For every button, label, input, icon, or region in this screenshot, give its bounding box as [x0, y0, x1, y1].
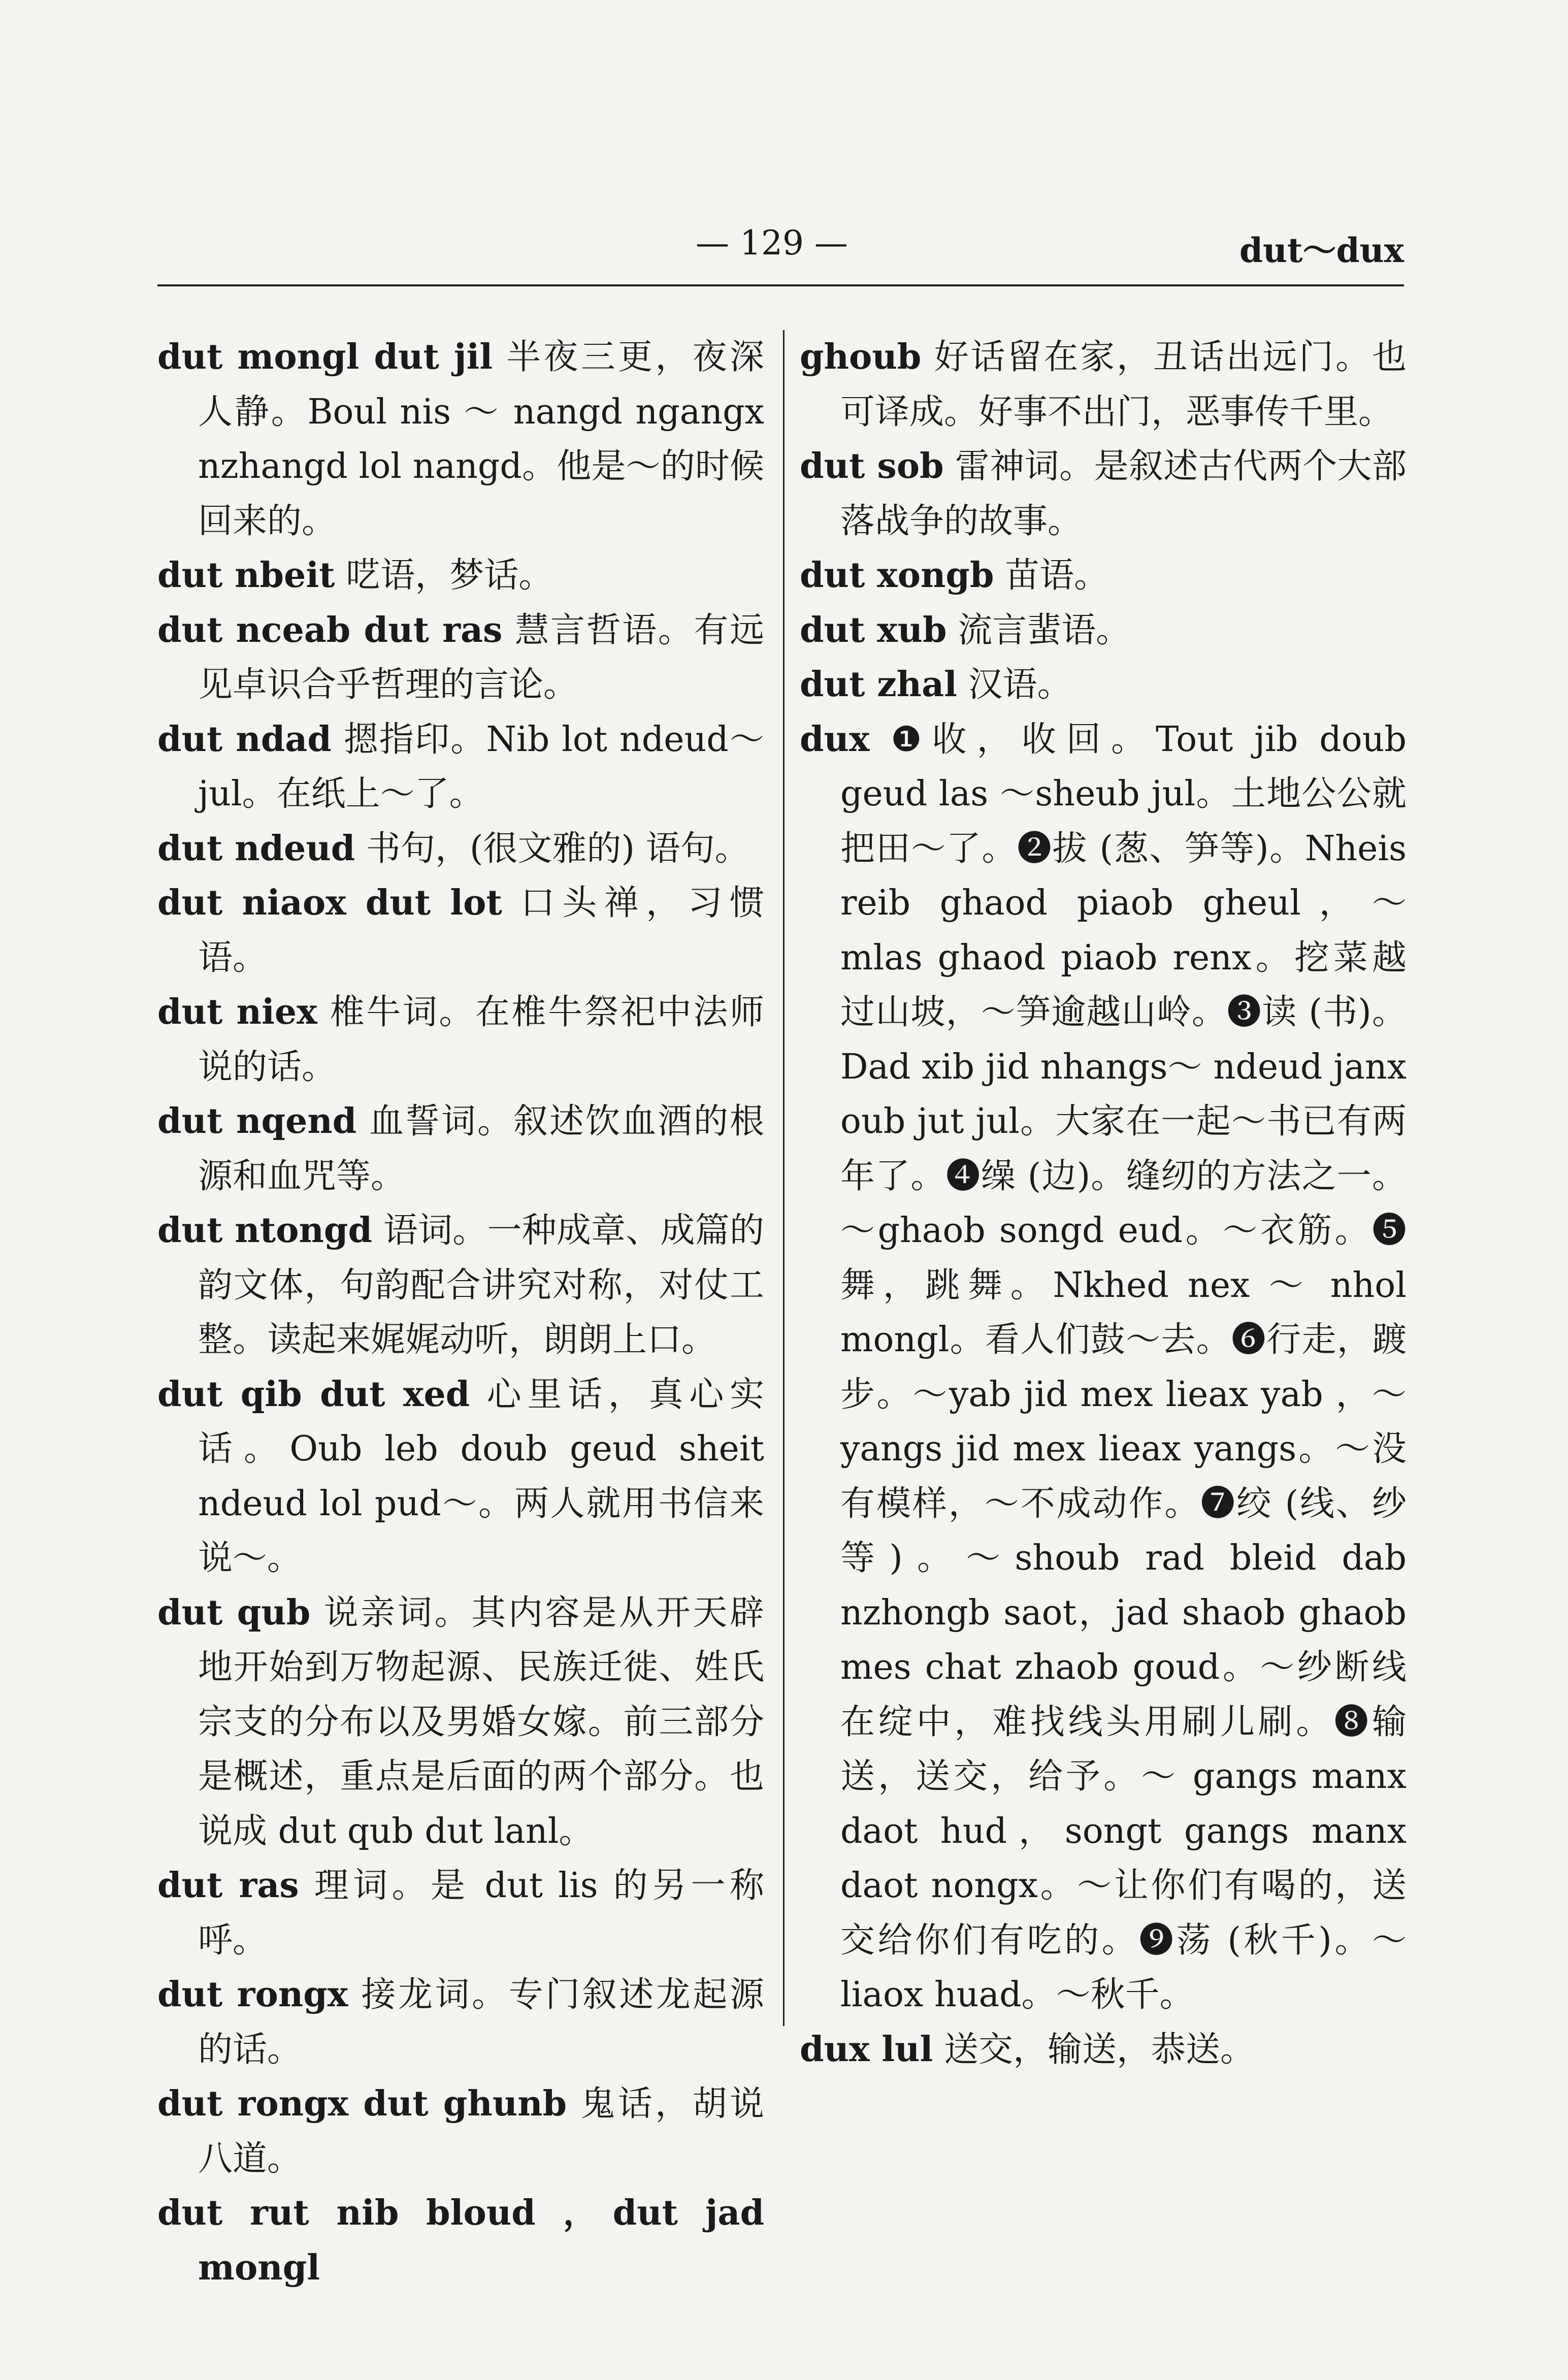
entry-definition: 鬼话，胡说八道。 [198, 2084, 764, 2179]
dictionary-entry [800, 548, 1407, 603]
entry-definition: 慧言哲语。有远见卓识合乎哲理的言论。 [198, 610, 764, 705]
entry-definition: 椎牛词。在椎牛祭祀中法师说的话。 [198, 992, 764, 1087]
dictionary-entry [157, 1367, 764, 1586]
entry-headword: dut xub [800, 609, 947, 650]
dictionary-entry [157, 985, 764, 1094]
entry-definition: 说亲词。其内容是从开天辟地开始到万物起源、民族迁徙、姓氏宗支的分布以及男婚女嫁。前三部分是概述，重点是后面的两个部分。也说成 dut qub dut lanl。 [198, 1592, 764, 1851]
entry-headword: dut ndad [157, 719, 332, 760]
entry-definition: 血誓词。叙述饮血酒的根源和血咒等。 [198, 1101, 764, 1196]
entry-definition: ❶收，收回。Tout jib doub geud las ～sheub jul。土地公公就把田～了。❷拔 (葱、笋等)。Nheis reib ghaod piaob gheul，～ mlas ghaod piaob renx。挖菜越过山坡，～笋逾越山岭。❸读 (书)。Dad xib jid nhangs～ ndeud janx oub jut jul。大家在一起～书已有两年了。❹缲 (边)。缝纫的方法之一。～ghaob songd eud。～衣筋。❺舞，跳舞。Nkhed nex ～ nhol mongl。看人们鼓～去。❻行走，踱步。～yab jid mex lieax yab ，～yangs jid mex lieax yangs。～没有模样，～不成动作。❼绞 (线、纱等)。～shoub rad bleid dab nzhongb saot，jad shaob ghaob mes chat zhaob goud。～纱断线在绽中，难找线头用刷儿刷。❽输送，送交，给予。～ gangs manx daot hud，songt gangs manx daot nongx。～让你们有喝的，送交给你们有吃的。❾荡 (秋千)。～liaox huad。～秋千。 [840, 719, 1407, 2015]
running-head: dut～dux [1239, 231, 1404, 270]
entry-headword: dut rongx dut ghunb [157, 2083, 567, 2124]
entry-definition: 语词。一种成章、成篇的韵文体，句韵配合讲究对称，对仗工整。读起来娓娓动听，朗朗上口。 [198, 1211, 764, 1360]
page-number: — 129 — [696, 223, 848, 263]
dictionary-entry [157, 1968, 764, 2077]
entry-definition: 好话留在家，丑话出远门。也可译成。好事不出门，恶事传千里。 [840, 337, 1407, 432]
entry-definition: 半夜三更，夜深人静。Boul nis ～ nangd ngangx nzhangd lol nangd。他是～的时候回来的。 [198, 337, 764, 541]
entry-definition: 苗语。 [1005, 556, 1109, 596]
entry-headword: ghoub [800, 337, 922, 377]
entry-headword: dut nceab dut ras [157, 609, 503, 650]
entry-definition: 送交，输送，恭送。 [943, 2029, 1255, 2070]
dictionary-entry [157, 2077, 764, 2186]
dictionary-entry [800, 2023, 1407, 2077]
entry-definition: 雷神词。是叙述古代两个大部落战争的故事。 [840, 446, 1407, 541]
dictionary-entry [157, 822, 764, 876]
dictionary-entry [157, 603, 764, 712]
entry-definition: 汉语。 [968, 665, 1072, 705]
entry-headword: dut nqend [157, 1101, 357, 1142]
dictionary-entry [157, 1094, 764, 1203]
header-rule [157, 284, 1404, 286]
dictionary-entry-continuation [800, 330, 1407, 439]
entry-definition: 呓语，梦话。 [346, 556, 553, 596]
entry-definition: 心里话，真心实话。Oub leb doub geud sheit ndeud lol pud～。两人就用书信来说～。 [198, 1374, 764, 1578]
entry-headword: dut mongl dut jil [157, 337, 493, 377]
left-column [157, 330, 764, 2295]
dictionary-entry [157, 1203, 764, 1367]
page-header [157, 223, 1404, 279]
entry-headword: dut ntongd [157, 1210, 373, 1251]
dictionary-entry [157, 330, 764, 548]
dictionary-entry [800, 712, 1407, 2023]
entry-headword: dut rongx [157, 1974, 348, 2015]
entry-headword: dut ndeud [157, 828, 355, 869]
entry-headword: dux [800, 719, 870, 760]
entry-headword: dut rut nib bloud ，dut jad mongl [157, 2193, 764, 2288]
entry-definition: 摁指印。Nib lot ndeud～jul。在纸上～了。 [198, 719, 765, 814]
entry-definition: 口头禅，习惯语。 [198, 883, 764, 978]
column-divider [783, 330, 785, 2026]
entry-headword: dux lul [800, 2029, 933, 2070]
entry-headword: dut qib dut xed [157, 1374, 470, 1415]
dictionary-entry [157, 1859, 764, 1968]
entry-headword: dut sob [800, 446, 944, 486]
entry-headword: dut nbeit [157, 555, 335, 596]
entry-headword: dut zhal [800, 664, 958, 705]
entry-definition: 接龙词。专门叙述龙起源的话。 [198, 1975, 764, 2070]
entry-headword: dut niaox dut lot [157, 883, 502, 923]
dictionary-entry [800, 603, 1407, 658]
entry-definition: 书句，(很文雅的) 语句。 [366, 828, 749, 869]
dictionary-entry [157, 1586, 764, 1859]
dictionary-entry [157, 548, 764, 603]
entry-definition: 理词。是 dut lis 的另一称呼。 [198, 1866, 765, 1961]
entry-headword: dut ras [157, 1865, 299, 1906]
entry-definition: 流言蜚语。 [958, 610, 1131, 650]
dictionary-entry [157, 712, 764, 822]
dictionary-entry [157, 876, 764, 985]
dictionary-entry [800, 439, 1407, 548]
entry-headword: dut xongb [800, 555, 994, 596]
entry-headword: dut qub [157, 1592, 311, 1633]
dictionary-entry [157, 2186, 764, 2295]
right-column [800, 330, 1407, 2077]
dictionary-entry [800, 658, 1407, 712]
entry-headword: dut niex [157, 992, 317, 1032]
